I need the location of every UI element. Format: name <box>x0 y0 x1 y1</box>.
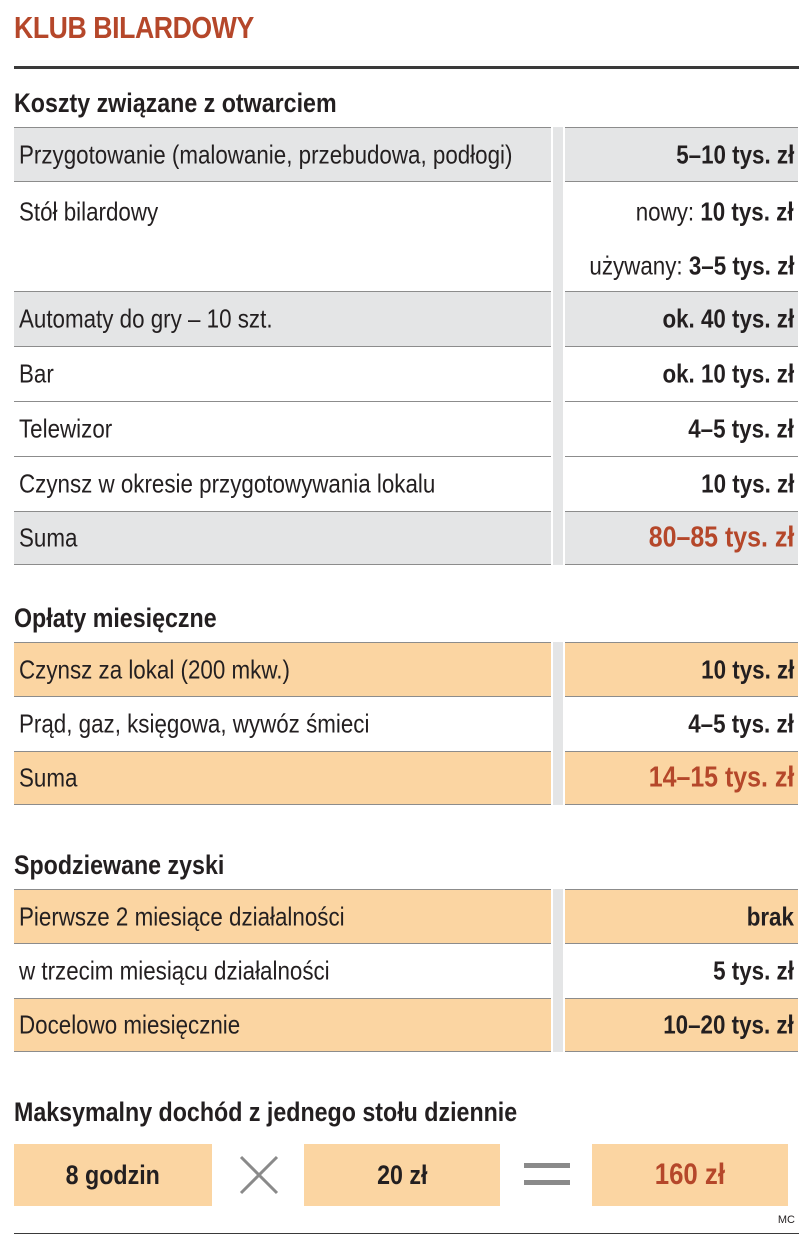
author-credit: MC <box>777 1214 795 1226</box>
section-heading-monthly: Opłaty miesięczne <box>14 603 217 633</box>
row-value-used: używany: 3–5 tys. zł <box>588 250 794 281</box>
multiply-icon <box>228 1144 290 1206</box>
hours-value: 8 godzin <box>65 1159 161 1190</box>
row-value: ok. 10 tys. zł <box>662 358 794 389</box>
row-label: Docelowo miesięcznie <box>19 1009 241 1040</box>
row-value: 5 tys. zł <box>713 955 794 986</box>
row-value: 4–5 tys. zł <box>688 708 794 739</box>
row-label: Stół bilardowy <box>19 196 159 227</box>
sum-row <box>0 511 805 565</box>
row-value: 4–5 tys. zł <box>688 413 794 444</box>
table-row <box>0 642 805 696</box>
bottom-divider <box>14 1233 799 1234</box>
sum-row <box>0 751 805 805</box>
row-value: 10 tys. zł <box>700 654 794 684</box>
section-heading-income: Maksymalny dochód z jednego stołu dziennie <box>14 1097 518 1127</box>
row-label: Przygotowanie (malowanie, przebudowa, podłogi) <box>19 139 513 169</box>
table-row <box>0 127 805 181</box>
row-label: Czynsz w okresie przygotowywania lokalu <box>19 468 436 499</box>
hours-box <box>14 1144 212 1206</box>
table-row <box>0 346 805 401</box>
sum-label: Suma <box>19 762 78 793</box>
row-value-new: nowy: 10 tys. zł <box>636 196 794 227</box>
table-row <box>0 889 805 943</box>
table-row <box>0 401 805 456</box>
rate-value: 20 zł <box>376 1159 428 1190</box>
table-row <box>0 998 805 1052</box>
row-label: Prąd, gaz, księgowa, wywóz śmieci <box>19 708 370 739</box>
sum-label: Suma <box>19 522 78 553</box>
page-title: KLUB BILARDOWY <box>14 10 254 45</box>
table-row <box>0 456 805 511</box>
section-heading-profits: Spodziewane zyski <box>14 850 225 880</box>
sum-value: 14–15 tys. zł <box>648 761 794 794</box>
section-heading-opening: Koszty związane z otwarciem <box>14 88 337 118</box>
row-label: Telewizor <box>19 413 113 444</box>
table-row <box>0 696 805 751</box>
result-value: 160 zł <box>654 1158 726 1191</box>
equals-icon <box>514 1144 580 1206</box>
rate-box <box>304 1144 500 1206</box>
row-label: Czynsz za lokal (200 mkw.) <box>19 654 290 684</box>
row-value: 10–20 tys. zł <box>663 1009 794 1040</box>
row-label: Automaty do gry – 10 szt. <box>19 303 273 334</box>
row-value: brak <box>746 901 794 931</box>
row-label: Bar <box>19 358 54 389</box>
result-box <box>592 1144 788 1206</box>
table-row <box>0 181 805 291</box>
row-label: w trzecim miesiącu działalności <box>19 955 330 986</box>
row-value: ok. 40 tys. zł <box>662 303 794 334</box>
row-value: 5–10 tys. zł <box>675 139 794 169</box>
row-value: 10 tys. zł <box>700 468 794 499</box>
row-label: Pierwsze 2 miesiące działalności <box>19 901 345 931</box>
sum-value: 80–85 tys. zł <box>648 521 794 554</box>
top-divider <box>14 66 799 69</box>
table-row <box>0 943 805 998</box>
table-row <box>0 291 805 346</box>
